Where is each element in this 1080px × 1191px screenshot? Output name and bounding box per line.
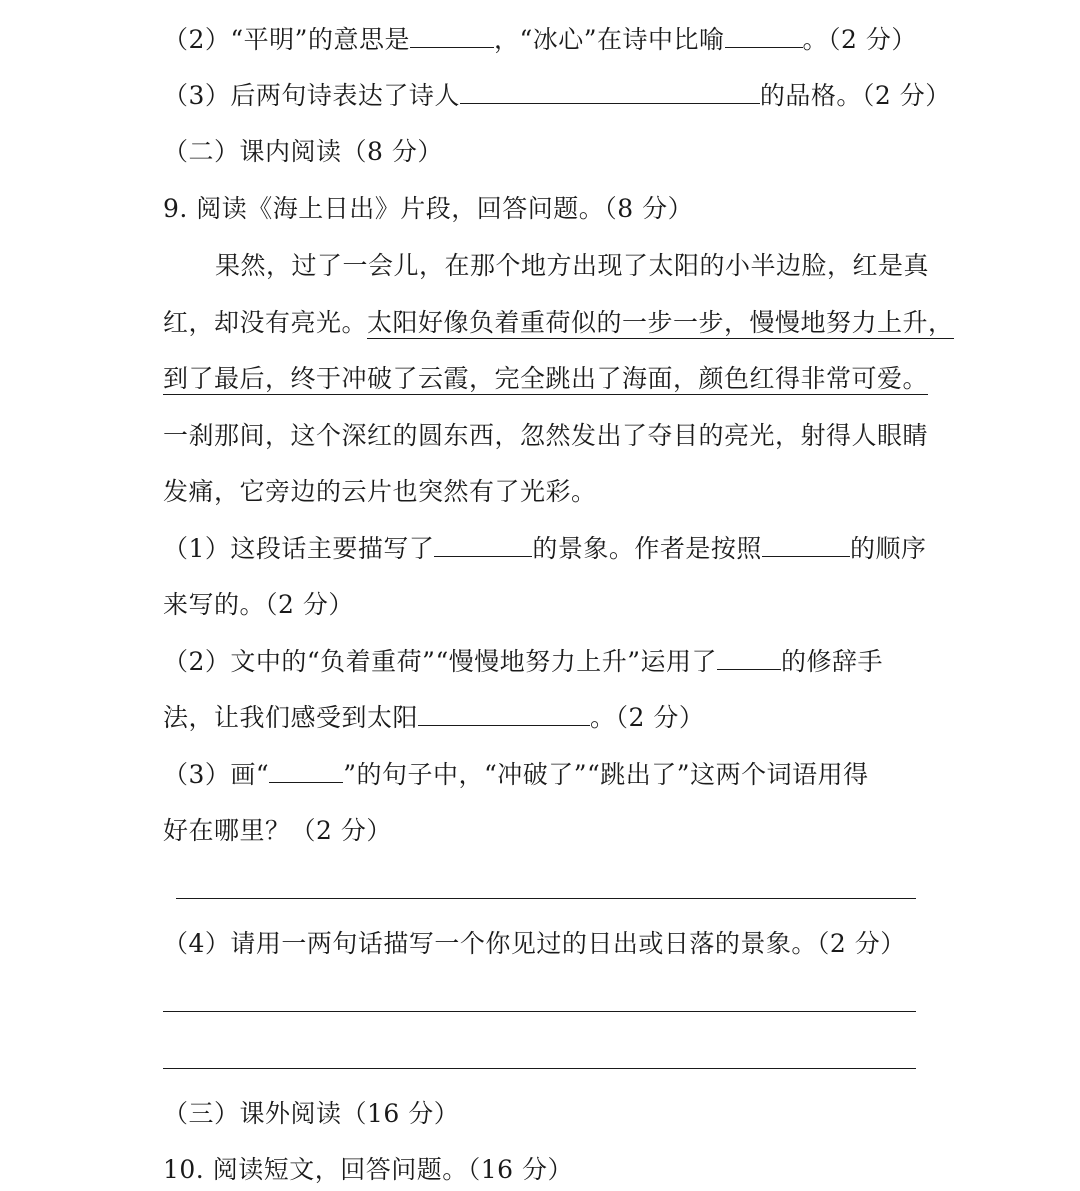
passage-line bbox=[163, 361, 928, 397]
question-9-prompt: 9. 阅读《海上日出》片段，回答问题。（8 分） bbox=[163, 194, 694, 223]
passage-line: 一刹那间，这个深红的圆东西，忽然发出了夺目的亮光，射得人眼睛 bbox=[163, 421, 929, 450]
sub-question-1-continued: 来写的。（2 分） bbox=[163, 590, 354, 619]
section-heading: （二）课内阅读（8 分） bbox=[163, 137, 443, 166]
question-2-text-b: ，“冰心”在诗中比喻 bbox=[493, 25, 725, 54]
answer-line[interactable] bbox=[163, 1011, 916, 1012]
sub-question-4-line: （4）请用一两句话描写一个你见过的日出或日落的景象。（2 分） bbox=[163, 929, 906, 958]
sub-question-2-text-d: 。（2 分） bbox=[590, 703, 705, 732]
answer-blank[interactable] bbox=[717, 647, 781, 670]
answer-blank[interactable] bbox=[725, 25, 803, 48]
sub-question-1-text-b: 的景象。作者是按照 bbox=[532, 534, 762, 563]
answer-blank[interactable] bbox=[434, 534, 532, 557]
question-3-line bbox=[163, 78, 951, 114]
underlined-sentence: 太阳好像负着重荷似的一步一步，慢慢地努力上升， bbox=[367, 308, 954, 337]
sub-question-3-line bbox=[163, 757, 869, 793]
answer-blank[interactable] bbox=[762, 534, 850, 557]
answer-line[interactable] bbox=[176, 898, 916, 899]
question-3-text-b: 的品格。（2 分） bbox=[759, 81, 951, 110]
question-2-text-c: 。（2 分） bbox=[802, 25, 917, 54]
sub-question-1-text-c: 的顺序 bbox=[849, 534, 927, 563]
section-heading: （三）课外阅读（16 分） bbox=[163, 1099, 460, 1128]
underlined-sentence: 到了最后，终于冲破了云霞，完全跳出了海面，颜色红得非常可爱。 bbox=[163, 364, 929, 393]
sub-question-2-text-c: 法，让我们感受到太阳 bbox=[163, 703, 419, 732]
answer-line[interactable] bbox=[163, 1068, 916, 1069]
question-2-text-a: （2）“平明”的意思是 bbox=[163, 25, 410, 54]
sub-question-2-text-a: （2）文中的“负着重荷”“慢慢地努力上升”运用了 bbox=[163, 647, 718, 676]
answer-blank[interactable] bbox=[418, 703, 590, 726]
sub-question-3-continued: 好在哪里？（2 分） bbox=[163, 816, 392, 845]
question-10-prompt: 10. 阅读短文，回答问题。（16 分） bbox=[163, 1155, 573, 1184]
sub-question-2-text-b: 的修辞手 bbox=[781, 647, 884, 676]
answer-blank[interactable] bbox=[460, 81, 760, 104]
sub-question-3-text-b: ”的句子中，“冲破了”“跳出了”这两个词语用得 bbox=[343, 760, 869, 789]
underline-marker bbox=[269, 760, 343, 783]
passage-line bbox=[163, 305, 954, 341]
answer-blank[interactable] bbox=[410, 25, 494, 48]
question-2-line bbox=[163, 22, 917, 58]
sub-question-1-text-a: （1）这段话主要描写了 bbox=[163, 534, 435, 563]
sub-question-2-line bbox=[163, 644, 883, 680]
sub-question-1-line bbox=[163, 531, 926, 567]
passage-line: 果然，过了一会儿，在那个地方出现了太阳的小半边脸，红是真 bbox=[215, 251, 930, 280]
sub-question-2-continued bbox=[163, 700, 704, 736]
passage-text: 红，却没有亮光。 bbox=[163, 308, 368, 337]
question-3-text-a: （3）后两句诗表达了诗人 bbox=[163, 81, 460, 110]
sub-question-3-text-a: （3）画“ bbox=[163, 760, 270, 789]
passage-line: 发痛，它旁边的云片也突然有了光彩。 bbox=[163, 477, 597, 506]
